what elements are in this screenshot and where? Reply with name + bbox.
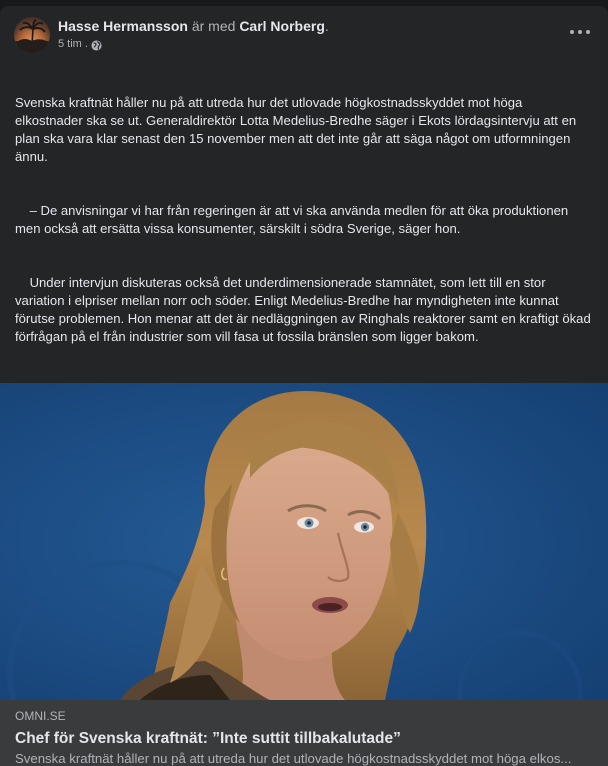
- dot-icon: [578, 30, 582, 34]
- link-preview-info[interactable]: [0, 700, 608, 766]
- with-text: är med: [187, 18, 240, 34]
- portrait-photo: [0, 383, 608, 700]
- tagged-suffix: .: [324, 18, 329, 34]
- meta-separator: .: [84, 37, 88, 50]
- link-preview-image[interactable]: [0, 383, 608, 700]
- post-paragraph: Svenska kraftnät håller nu på att utreda hur det utlovade högkostnadsskyddet mot höga elkostnader ska se ut. Generaldirektör Lotta Medelius-Bredhe säger i Ekots lördagsintervju att en plan ska vara klar senast den 15 november men att det inte går att säga något om utformningen ännu.: [15, 95, 580, 164]
- link-title[interactable]: Chef för Svenska kraftnät: ”Inte suttit tillbakalutade”: [15, 730, 401, 747]
- post-meta: [58, 36, 102, 51]
- globe-icon[interactable]: [91, 40, 102, 51]
- dot-icon: [570, 30, 574, 34]
- post-timestamp-link[interactable]: 5 tim: [58, 37, 82, 50]
- feed-post: [0, 6, 608, 766]
- dot-icon: [586, 30, 590, 34]
- link-domain: OMNI.SE: [15, 709, 66, 723]
- author-name-link[interactable]: Hasse Hermansson: [58, 18, 188, 34]
- link-preview-card[interactable]: [0, 383, 608, 766]
- post-paragraph: – De anvisningar vi har från regeringen är att vi ska använda medlen för att öka produktionen men också att ersätta vissa konsumenter, särskilt i södra Sverige, säger hon.: [15, 203, 572, 236]
- link-description: Svenska kraftnät håller nu på att utreda hur det utlovade högkostnadsskyddet mot höga elkos...: [15, 751, 572, 766]
- tagged-person-link[interactable]: Carl Norberg: [239, 18, 325, 34]
- palm-tree-icon: [14, 17, 50, 53]
- more-options-button[interactable]: [570, 26, 590, 38]
- post-header: [0, 6, 608, 54]
- author-line: [58, 17, 329, 35]
- post-paragraph: Under intervjun diskuteras också det underdimensionerade stamnätet, som lett till en stor variation i elpriser mellan norr och söder. Enligt Medelius-Bredhe har myndigheten inte kunnat förutse problemen. Hon menar att det är nedläggningen av Ringhals reaktorer samt en kraftigt ökad förfrågan på el från industrier som vill fasa ut fossila bränslen som ligger bakom.: [15, 275, 595, 344]
- author-avatar[interactable]: [14, 17, 50, 53]
